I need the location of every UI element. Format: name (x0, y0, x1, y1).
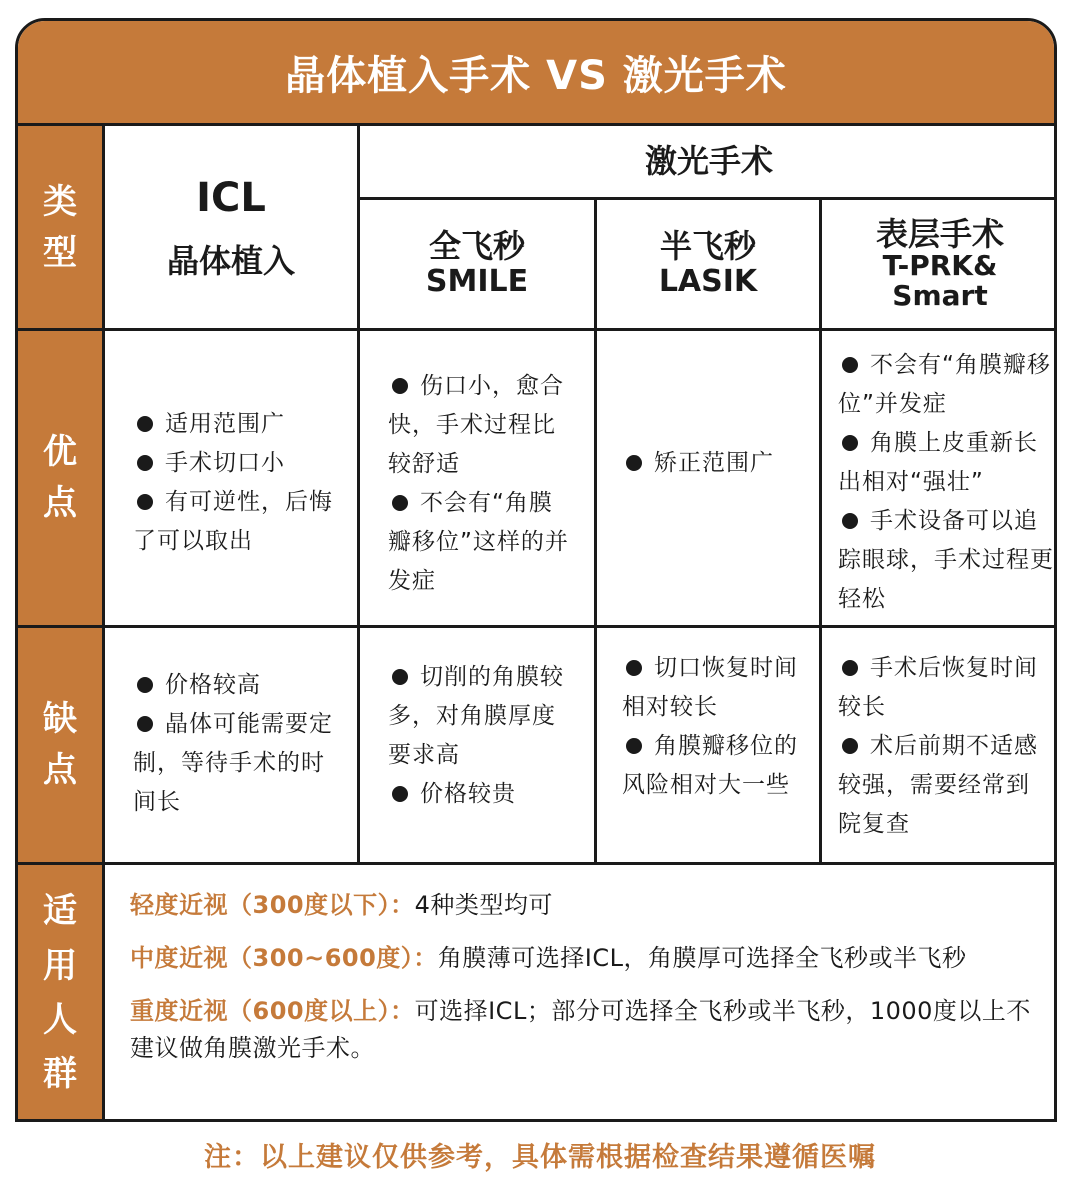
list-item: 适用范围广 (133, 405, 341, 444)
side-label-audience: 适 用 人 群 (18, 864, 102, 1122)
bullet-icon (626, 738, 642, 754)
list-item: 手术切口小 (133, 444, 341, 483)
cons-surface (838, 649, 1052, 844)
header-laser: 激光手术 (644, 142, 773, 181)
list-item: 价格较贵 (388, 775, 576, 814)
header-smile: 全飞秒 SMILE (425, 227, 529, 300)
list-item: 切口恢复时间相对较长 (622, 655, 798, 720)
divider (18, 625, 1057, 628)
side-label-type: 类 型 (18, 126, 102, 329)
cons-lasik (622, 649, 816, 805)
list-item: 矫正范围广 (622, 444, 802, 483)
cons-smile (388, 658, 588, 814)
divider (18, 862, 1057, 865)
cons-icl (133, 666, 353, 822)
bullet-icon (392, 786, 408, 802)
icl-sub: 晶体植入 (166, 241, 295, 280)
list-item: 晶体可能需要定制，等待手术的时间长 (133, 711, 333, 815)
bullet-icon (842, 738, 858, 754)
bullet-icon (137, 716, 153, 732)
footnote: 注：以上建议仅供参考，具体需根据检查结果遵循医嘱 (204, 1142, 876, 1173)
audience-mild: 轻度近视（300度以下）：4种类型均可 (130, 891, 553, 919)
header-icl (105, 126, 357, 328)
bullet-icon (392, 669, 408, 685)
icl-name: ICL (196, 174, 266, 221)
bullet-icon (392, 495, 408, 511)
list-item: 角膜瓣移位的风险相对大一些 (622, 733, 798, 798)
list-item: 切削的角膜较多，对角膜厚度要求高 (388, 664, 564, 768)
audience-moderate: 中度近视（300~600度）：角膜薄可选择ICL，角膜厚可选择全飞秒或半飞秒 (130, 944, 967, 972)
list-item: 伤口小，愈合快，手术过程比较舒适 (388, 373, 564, 477)
list-item: 角膜上皮重新长出相对“强壮” (838, 430, 1038, 495)
list-item: 手术设备可以追踪眼球，手术过程更轻松 (838, 508, 1054, 612)
table-title: 晶体植入手术 VS 激光手术 (18, 21, 1054, 126)
bullet-icon (392, 378, 408, 394)
divider (18, 328, 1057, 331)
bullet-icon (842, 357, 858, 373)
list-item: 术后前期不适感较强，需要经常到院复查 (838, 733, 1038, 837)
bullet-icon (842, 660, 858, 676)
list-item: 有可逆性，后悔了可以取出 (133, 489, 333, 554)
header-surface: 表层手术 T-PRK& Smart (875, 214, 1004, 312)
pros-smile (388, 367, 588, 601)
list-item: 手术后恢复时间较长 (838, 655, 1038, 720)
bullet-icon (626, 660, 642, 676)
bullet-icon (626, 455, 642, 471)
bullet-icon (137, 677, 153, 693)
side-label-pros: 优 点 (18, 329, 102, 626)
header-lasik: 半飞秒 LASIK (658, 227, 758, 300)
audience-section (130, 887, 1050, 1067)
pros-surface (838, 346, 1054, 619)
pros-lasik (622, 444, 814, 483)
pros-icl (133, 405, 353, 561)
list-item: 不会有“角膜瓣移位”这样的并发症 (388, 490, 569, 594)
comparison-table (15, 18, 1057, 1122)
list-item: 价格较高 (133, 666, 341, 705)
audience-severe: 重度近视（600度以上）：可选择ICL；部分可选择全飞秒或半飞秒，1000度以上不建议做角膜激光手术。 (130, 997, 1031, 1062)
bullet-icon (137, 455, 153, 471)
bullet-icon (842, 513, 858, 529)
side-label-cons: 缺 点 (18, 626, 102, 864)
bullet-icon (137, 494, 153, 510)
list-item: 不会有“角膜瓣移位”并发症 (838, 352, 1051, 417)
bullet-icon (842, 435, 858, 451)
bullet-icon (137, 416, 153, 432)
